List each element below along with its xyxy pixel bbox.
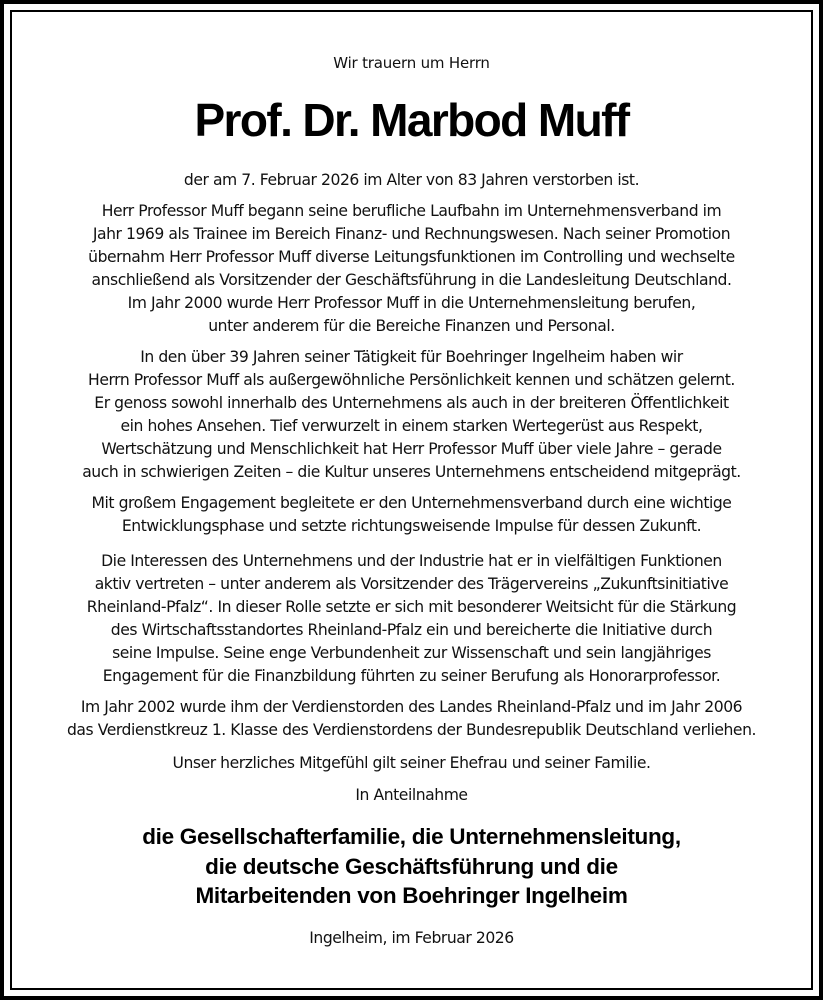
text-line: ein hohes Ansehen. Tief verwurzelt in einem starken Wertegerüst aus Respekt, [120,417,703,435]
text-line: unter anderem für die Bereiche Finanzen und Personal. [208,317,615,335]
deceased-name-heading: Prof. Dr. Marbod Muff [194,94,629,146]
text-line: aktiv vertreten – unter anderem als Vorsitzender des Trägervereins „Zukunftsinitiative [94,575,729,593]
text-line: Er genoss sowohl innerhalb des Unternehmens als auch in der breiteren Öffentlichkeit [94,394,729,412]
text-line: Wertschätzung und Menschlichkeit hat Herr Professor Muff über viele Jahre – gerade [101,440,722,458]
signatory-line: die Gesellschafterfamilie, die Unternehmensleitung, [142,824,681,849]
paragraph-personality [0,346,823,484]
place-date-line: Ingelheim, im Februar 2026 [309,929,514,947]
text-line: Im Jahr 2000 wurde Herr Professor Muff in die Unternehmensleitung berufen, [127,294,696,312]
text-line: Rheinland-Pfalz“. In dieser Rolle setzte er sich mit besonderer Weitsicht für die Stärkung [86,598,737,616]
condolence-line: Unser herzliches Mitgefühl gilt seiner Ehefrau und seiner Familie. [172,754,651,772]
text-line: anschließend als Vorsitzender der Geschäftsführung in die Landesleitung Deutschland. [91,271,732,289]
paragraph-awards [0,696,823,742]
text-line: Herrn Professor Muff als außergewöhnliche Persönlichkeit kennen und schätzen gelernt. [88,371,735,389]
sympathy-line: In Anteilnahme [355,786,468,804]
text-line: übernahm Herr Professor Muff diverse Leitungsfunktionen im Controlling und wechselte [88,248,735,266]
paragraph-engagement [0,492,823,538]
text-line: Die Interessen des Unternehmens und der Industrie hat er in vielfältigen Funktionen [101,552,722,570]
text-line: Mit großem Engagement begleitete er den Unternehmensverband durch eine wichtige [91,494,732,512]
text-line: des Wirtschaftsstandortes Rheinland-Pfalz ein und bereicherte die Initiative durch [110,621,713,639]
signatory-line: die deutsche Geschäftsführung und die [205,853,618,879]
text-line: Jahr 1969 als Trainee im Bereich Finanz- und Rechnungswesen. Nach seiner Promotion [92,225,731,243]
text-line: Entwicklungsphase und setzte richtungsweisende Impulse für dessen Zukunft. [121,517,702,535]
text-line: das Verdienstkreuz 1. Klasse des Verdienstordens der Bundesrepublik Deutschland verliehen. [66,721,757,739]
intro-line: Wir trauern um Herrn [333,54,490,72]
text-line: Engagement für die Finanzbildung führten zu seiner Berufung als Honorarprofessor. [102,667,721,685]
death-date-line: der am 7. Februar 2026 im Alter von 83 Jahren verstorben ist. [183,171,640,189]
signatory-line: Mitarbeitenden von Boehringer Ingelheim [195,883,628,908]
paragraph-industry [0,550,823,688]
text-line: In den über 39 Jahren seiner Tätigkeit für Boehringer Ingelheim haben wir [140,348,683,366]
text-line: Herr Professor Muff begann seine berufliche Laufbahn im Unternehmensverband im [101,202,722,220]
paragraph-career [0,200,823,338]
signatories-block [0,822,823,911]
text-line: Im Jahr 2002 wurde ihm der Verdienstorden des Landes Rheinland-Pfalz und im Jahr 2006 [80,698,743,716]
text-line: seine Impulse. Seine enge Verbundenheit zur Wissenschaft und sein langjähriges [112,644,711,662]
text-line: auch in schwierigen Zeiten – die Kultur unseres Unternehmens entscheidend mitgeprägt. [82,463,741,481]
